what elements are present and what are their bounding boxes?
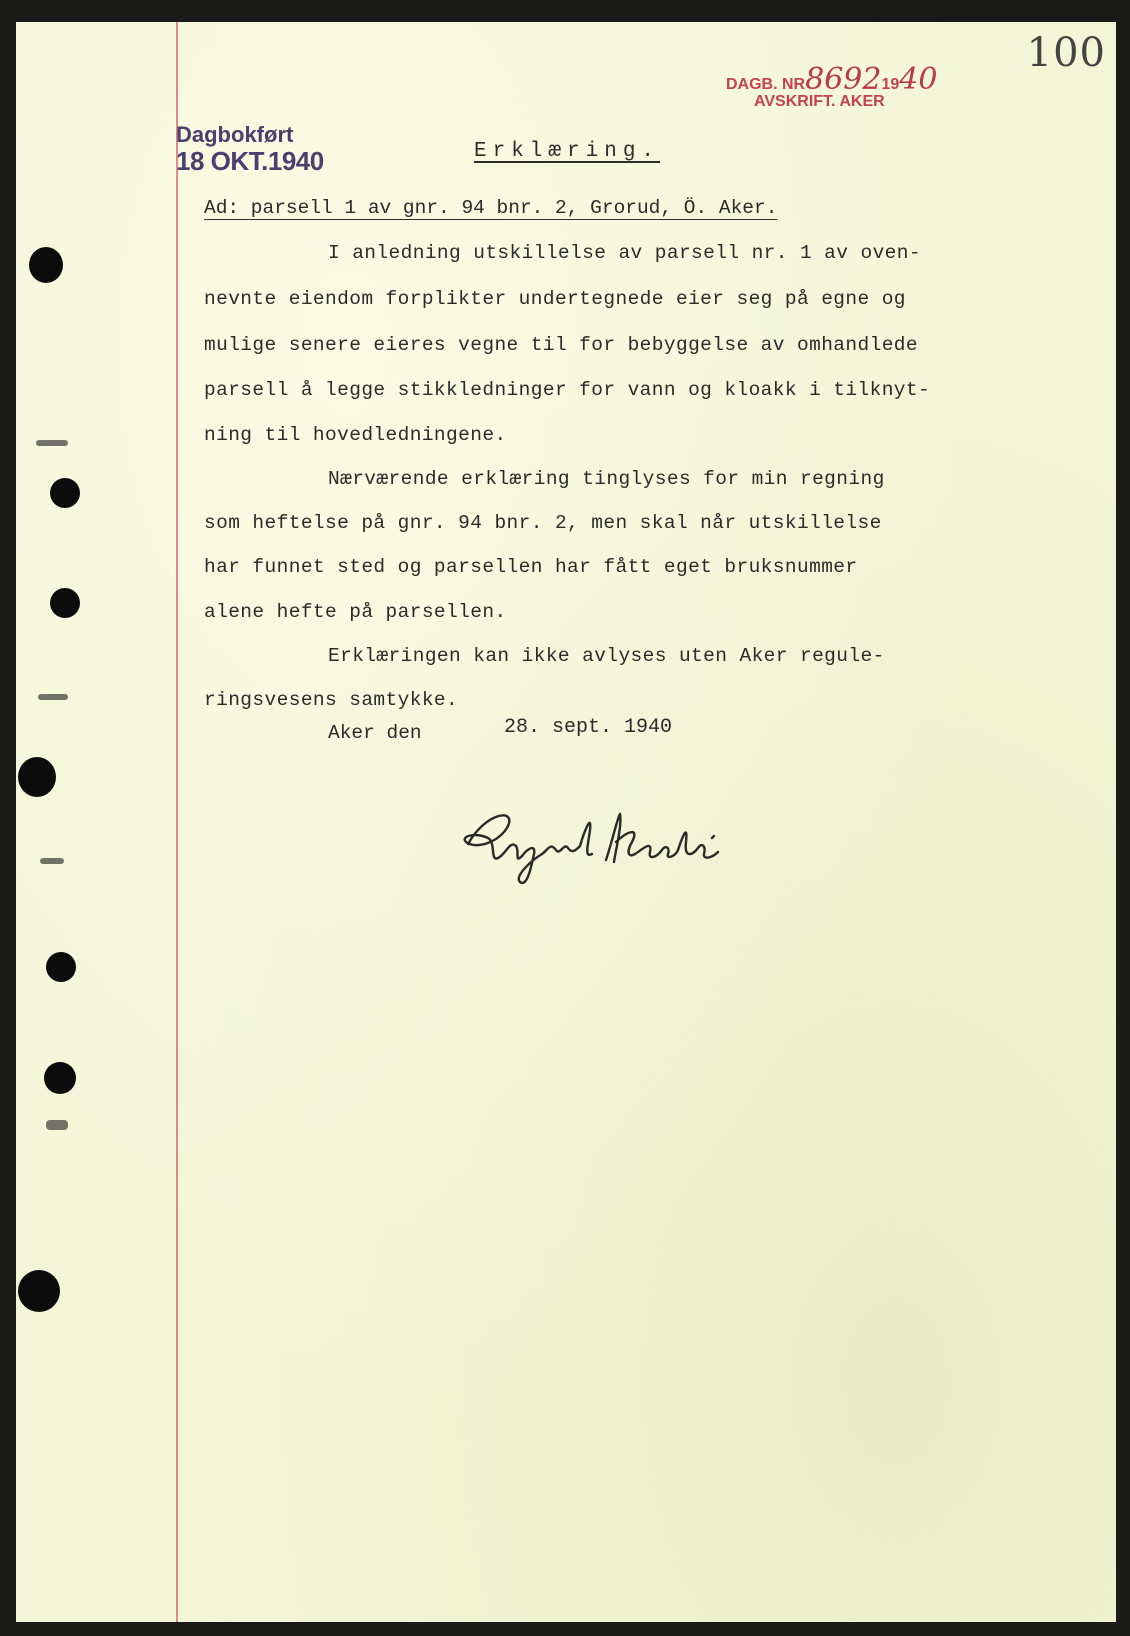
journal-number: 8692 [805,62,882,97]
registered-label: Dagbokført [176,122,294,147]
binder-hole [50,588,80,618]
ink-smudge [38,694,68,700]
body-line: ringsvesens samtykke. [204,689,459,711]
binder-hole [50,478,80,508]
journal-stamp [726,62,937,111]
document-date: 28. sept. 1940 [504,716,673,739]
binder-hole [44,1062,76,1094]
ink-smudge [40,858,64,864]
body-line: I anledning utskillelse av parsell nr. 1 av oven- [328,242,921,264]
body-line: nevnte eiendom forplikter undertegnede eier seg på egne og [204,288,906,310]
journal-year-prefix: 19 [881,76,900,93]
body-line: alene hefte på parsellen. [204,601,507,623]
body-line: parsell å legge stikkledninger for vann og kloakk i tilknyt- [204,379,931,401]
registered-stamp [176,122,324,177]
journal-year: 40 [899,62,938,97]
binder-hole [18,1270,60,1312]
page-number: 100 [1026,30,1106,76]
body-line: ning til hovedledningene. [204,424,507,446]
ink-smudge [46,1120,68,1130]
body-line: som heftelse på gnr. 94 bnr. 2, men skal når utskillelse [204,512,882,534]
place-line: Aker den [328,722,422,744]
journal-prefix: DAGB. NR [726,76,806,93]
copy-stamp: AVSKRIFT. AKER [754,93,885,110]
body-line: mulige senere eieres vegne til for bebyggelse av omhandlede [204,334,919,356]
body-line: Erklæringen kan ikke avlyses uten Aker regule- [328,645,885,667]
margin-line [176,22,178,1622]
document-subject: Ad: parsell 1 av gnr. 94 bnr. 2, Grorud, Ö. Aker. [204,197,778,219]
binder-hole [46,952,76,982]
signature [456,802,756,892]
binder-hole [18,757,56,797]
document-page [16,22,1116,1622]
body-line: har funnet sted og parsellen har fått eget bruksnummer [204,556,858,578]
binder-hole [29,247,63,283]
ink-smudge [36,440,68,446]
document-title: Erklæring. [474,140,661,163]
registered-date: 18 OKT.1940 [176,146,324,176]
body-line: Nærværende erklæring tinglyses for min regning [328,468,885,490]
